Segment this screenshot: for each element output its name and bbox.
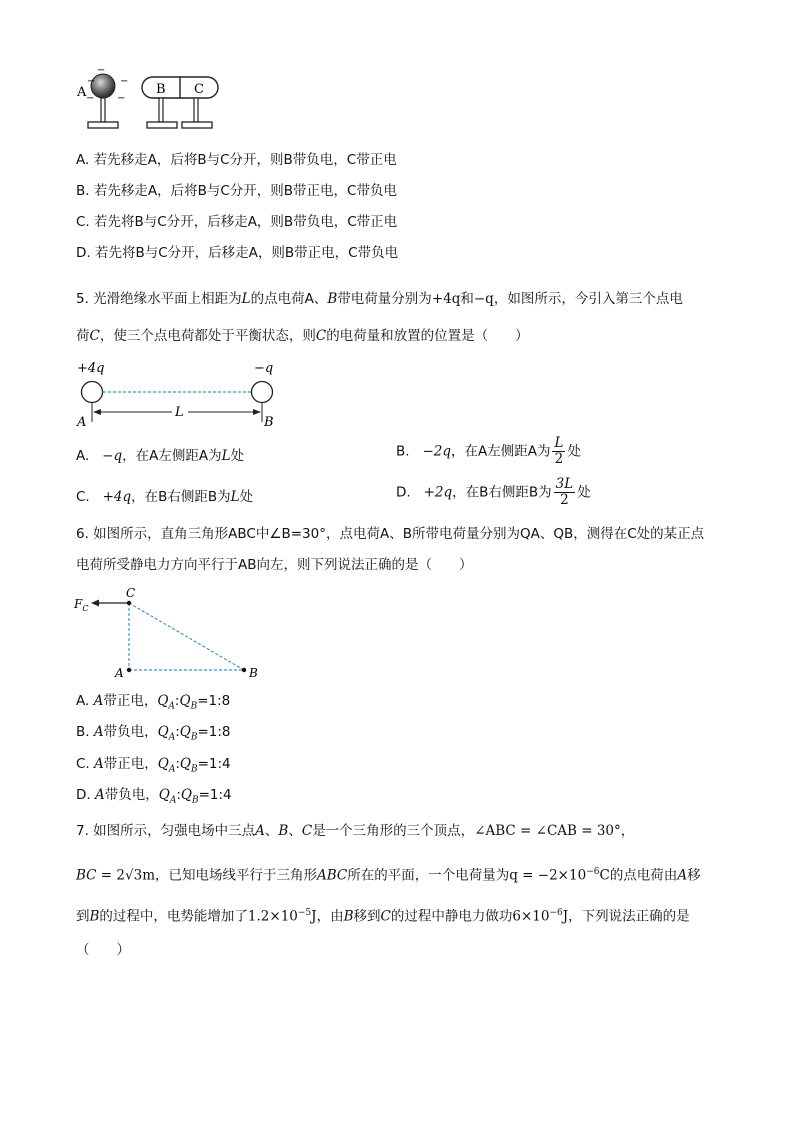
q4-option-c[interactable]: C. 若先将B与C分开，后移走A，则B带负电，C带正电 [76, 214, 398, 230]
q4-option-a[interactable]: A. 若先移走A，后将B与C分开，则B带负电，C带正电 [76, 152, 397, 168]
q6-option-b[interactable]: B. A带负电，$Q_A:Q_B=1:8$ [76, 724, 231, 743]
point-a [127, 668, 131, 672]
figure-two-charges [74, 360, 284, 432]
q7-stem-line3: 到B的过程中，电势能增加了$1.2\times 10^{-5}J$，由B移到C的过程中静电力做功$6\times 10^{-6}J$，下列说法正确的是 [76, 908, 690, 925]
minus-sign: − [120, 76, 129, 87]
base-a [88, 122, 118, 128]
label-c: C [194, 82, 204, 97]
charge-a-label: +4q [77, 361, 105, 376]
q5-option-a[interactable]: A. −q，在A左侧距A为L处 [76, 448, 245, 464]
label-c: C [126, 586, 136, 600]
stand-a [101, 98, 105, 122]
q7-stem-line2: BC = 2√3m，已知电场线平行于三角形ABC所在的平面，一个电荷量为$q = -2\times 10^{-6}C$的点电荷由A移 [76, 867, 701, 884]
q5-option-c[interactable]: C. +4q，在B右侧距B为L处 [76, 489, 254, 505]
figure-sphere-conductors [70, 64, 230, 136]
q5-stem-line1: 5. 光滑绝缘水平面上相距为L的点电荷A、B带电荷量分别为+4q和−q，如图所示，今引入第三个点电 [76, 291, 683, 307]
point-b-label: B [264, 415, 274, 430]
point-a-label: A [77, 415, 87, 430]
force-label: $F_C$ [74, 597, 89, 613]
q7-answer-blank: （ ） [76, 942, 130, 958]
label-b: B [156, 82, 166, 97]
minus-sign: − [117, 93, 126, 104]
label-b: B [249, 666, 258, 680]
base-b [147, 122, 177, 128]
q5-stem-line2: 荷C，使三个点电荷都处于平衡状态，则C的电荷量和放置的位置是（ ） [76, 328, 529, 344]
minus-sign: − [87, 76, 96, 87]
point-b [242, 668, 246, 672]
q6-option-d[interactable]: D. A带负电，$Q_A:Q_B=1:4$ [76, 787, 232, 806]
charge-b [252, 382, 273, 403]
minus-sign: − [86, 93, 95, 104]
q6-stem-line2: 电荷所受静电力方向平行于AB向左，则下列说法正确的是（ ） [76, 557, 473, 573]
distance-label: L [175, 405, 184, 420]
q6-stem-line1: 6. 如图所示，直角三角形ABC中∠B=30°，点电荷A、B所带电荷量分别为QA、QB，测得在C处的某正点 [76, 526, 705, 542]
q5-option-d[interactable]: D. +2q，在B右侧距B为 $\frac{3L}{2}$ 处 [396, 476, 591, 508]
minus-sign: − [97, 65, 106, 76]
stand-b [159, 98, 163, 122]
q7-stem-line1: 7. 如图所示，匀强电场中三点A、B、C是一个三角形的三个顶点，∠ABC = ∠CAB = 30°， [76, 823, 635, 839]
q4-option-b[interactable]: B. 若先移走A，后将B与C分开，则B带正电，C带负电 [76, 183, 397, 199]
force-arrow-head [91, 600, 99, 607]
side-cb [129, 603, 244, 670]
base-c [182, 122, 212, 128]
label-a: A [77, 85, 87, 100]
figure-right-triangle [70, 585, 270, 685]
q6-option-a[interactable]: A. A带正电，$Q_A:Q_B=1:8$ [76, 693, 231, 712]
arrow-head-left [93, 409, 101, 415]
arrow-head-right [253, 409, 261, 415]
point-c [127, 601, 131, 605]
label-a: A [115, 666, 124, 680]
q4-option-d[interactable]: D. 若先将B与C分开，后移走A，则B带正电，C带负电 [76, 245, 399, 261]
q5-option-b[interactable]: B. −2q，在A左侧距A为 $\frac{L}{2}$ 处 [396, 435, 581, 467]
charge-b-label: −q [254, 361, 274, 376]
stand-c [194, 98, 198, 122]
q6-option-c[interactable]: C. A带正电，$Q_A:Q_B=1:4$ [76, 756, 231, 775]
charge-a [82, 382, 103, 403]
